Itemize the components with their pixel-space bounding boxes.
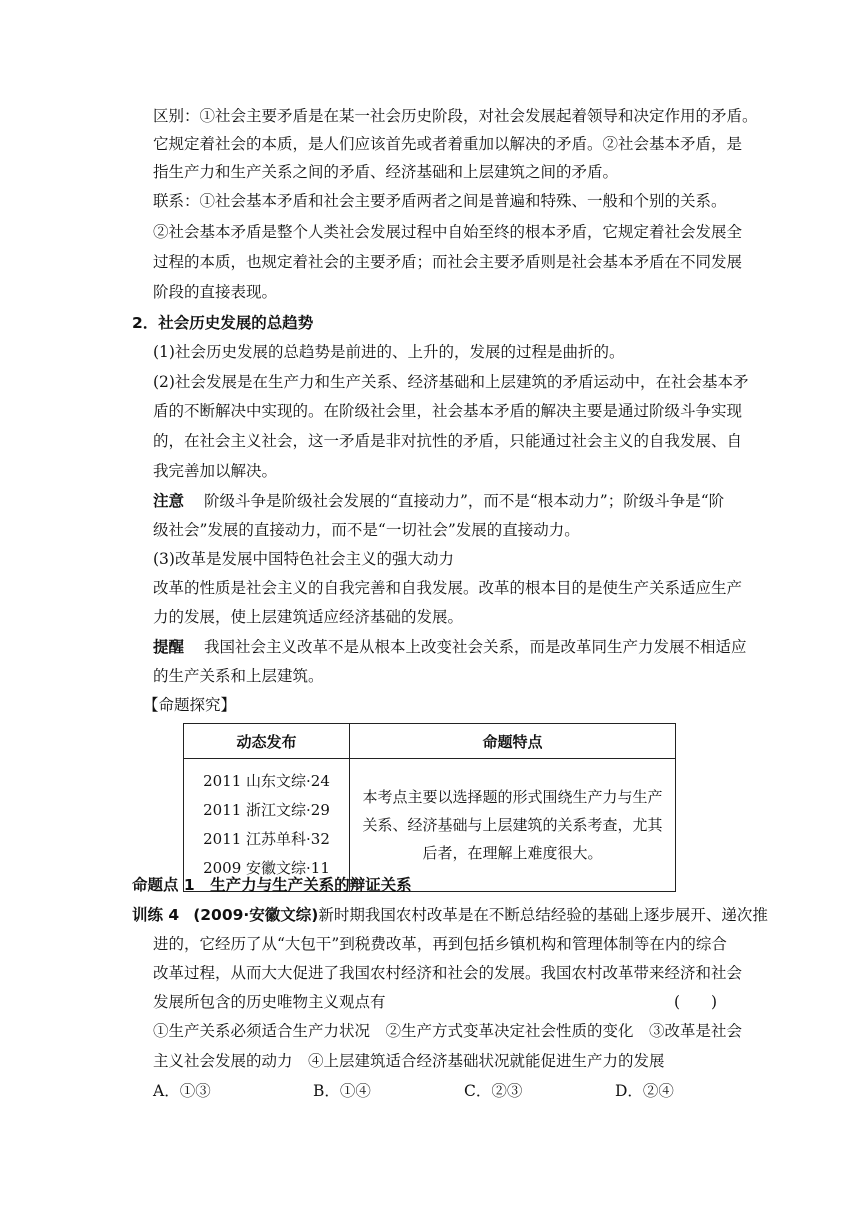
remind-line: 的生产关系和上层建筑。 xyxy=(153,667,324,685)
statement-line: ①生产关系必须适合生产力状况 ②生产方式变革决定社会性质的变化 ③改革是社会 xyxy=(153,1022,743,1040)
topic-table xyxy=(183,723,676,892)
point-heading: 命题点 1 生产力与生产关系的辩证关系 xyxy=(132,876,412,894)
answer-bracket: ( ) xyxy=(674,993,718,1011)
option-a: A．①③ xyxy=(153,1082,211,1100)
note-line xyxy=(153,490,724,512)
remind-line xyxy=(153,636,747,658)
section-heading: 2．社会历史发展的总趋势 xyxy=(132,314,314,332)
text-line: ②社会基本矛盾是整个人类社会发展过程中自始至终的根本矛盾，它规定着社会发展全 xyxy=(153,223,743,241)
text-line: (2)社会发展是在生产力和生产关系、经济基础和上层建筑的矛盾运动中，在社会基本矛 xyxy=(153,373,749,391)
text-line: 联系：①社会基本矛盾和社会主要矛盾两者之间是普遍和特殊、一般和个别的关系。 xyxy=(153,192,727,210)
text-line: 进的，它经历了从“大包干”到税费改革，再到包括乡镇机构和管理体制等在内的综合 xyxy=(153,935,727,953)
text-line: (3)改革是发展中国特色社会主义的强大动力 xyxy=(153,550,454,568)
remind-label: 提醒 xyxy=(153,638,185,656)
text-line: 的，在社会主义社会，这一矛盾是非对抗性的矛盾，只能通过社会主义的自我发展、自 xyxy=(153,432,743,450)
text-line: 改革过程，从而大大促进了我国农村经济和社会的发展。我国农村改革带来经济和社会 xyxy=(153,964,743,982)
text-line: 指生产力和生产关系之间的矛盾、经济基础和上层建筑之间的矛盾。 xyxy=(153,163,619,181)
text-line: 我完善加以解决。 xyxy=(153,462,278,480)
option-c: C．②③ xyxy=(464,1082,523,1100)
note-text: 阶级斗争是阶级社会发展的“直接动力”，而不是“根本动力”；阶级斗争是“阶 xyxy=(204,492,725,510)
text-line: 它规定着社会的本质，是人们应该首先或者着重加以解决的矛盾。②社会基本矛盾，是 xyxy=(153,135,743,153)
text-line: 过程的本质，也规定着社会的主要矛盾；而社会主要矛盾则是社会基本矛盾在不同发展 xyxy=(153,253,743,271)
exercise-label: 训练 4 xyxy=(132,906,180,924)
text-line: 阶段的直接表现。 xyxy=(153,283,278,301)
source-item: 2009 安徽文综·11 xyxy=(203,859,330,877)
text-line: (1)社会历史发展的总趋势是前进的、上升的，发展的过程是曲折的。 xyxy=(153,343,625,361)
remind-text: 我国社会主义改革不是从根本上改变社会关系，而是改革同生产力发展不相适应 xyxy=(204,638,747,656)
feature-cell: 本考点主要以选择题的形式围绕生产力与生产关系、经济基础与上层建筑的关系考查，尤其后者，在理解上难度很大。 xyxy=(350,759,676,892)
note-label: 注意 xyxy=(153,492,185,510)
exercise-source: (2009·安徽文综) xyxy=(193,906,319,924)
text-line: 改革的性质是社会主义的自我完善和自我发展。改革的根本目的是使生产关系适应生产 xyxy=(153,579,743,597)
option-b: B．①④ xyxy=(313,1082,371,1100)
text-line: 盾的不断解决中实现的。在阶级社会里，社会基本矛盾的解决主要是通过阶级斗争实现 xyxy=(153,402,743,420)
source-list xyxy=(184,759,350,892)
source-item: 2011 山东文综·24 xyxy=(203,772,330,790)
statement-line: 主义社会发展的动力 ④上层建筑适合经济基础状况就能促进生产力的发展 xyxy=(153,1052,665,1070)
text-line: 力的发展，使上层建筑适应经济基础的发展。 xyxy=(153,608,464,626)
explore-heading: 【命题探究】 xyxy=(143,696,237,714)
exercise-text: 新时期我国农村改革是在不断总结经验的基础上逐步展开、递次推 xyxy=(318,906,768,924)
option-d: D．②④ xyxy=(615,1082,674,1100)
exercise-line xyxy=(132,904,768,926)
table-header: 动态发布 xyxy=(184,724,350,759)
table-header: 命题特点 xyxy=(350,724,676,759)
text-line: 发展所包含的历史唯物主义观点有 xyxy=(153,993,386,1011)
source-item: 2011 江苏单科·32 xyxy=(203,830,330,848)
source-item: 2011 浙江文综·29 xyxy=(203,801,330,819)
note-line: 级社会”发展的直接动力，而不是“一切社会”发展的直接动力。 xyxy=(153,521,580,539)
text-line: 区别：①社会主要矛盾是在某一社会历史阶段，对社会发展起着领导和决定作用的矛盾。 xyxy=(153,107,758,125)
